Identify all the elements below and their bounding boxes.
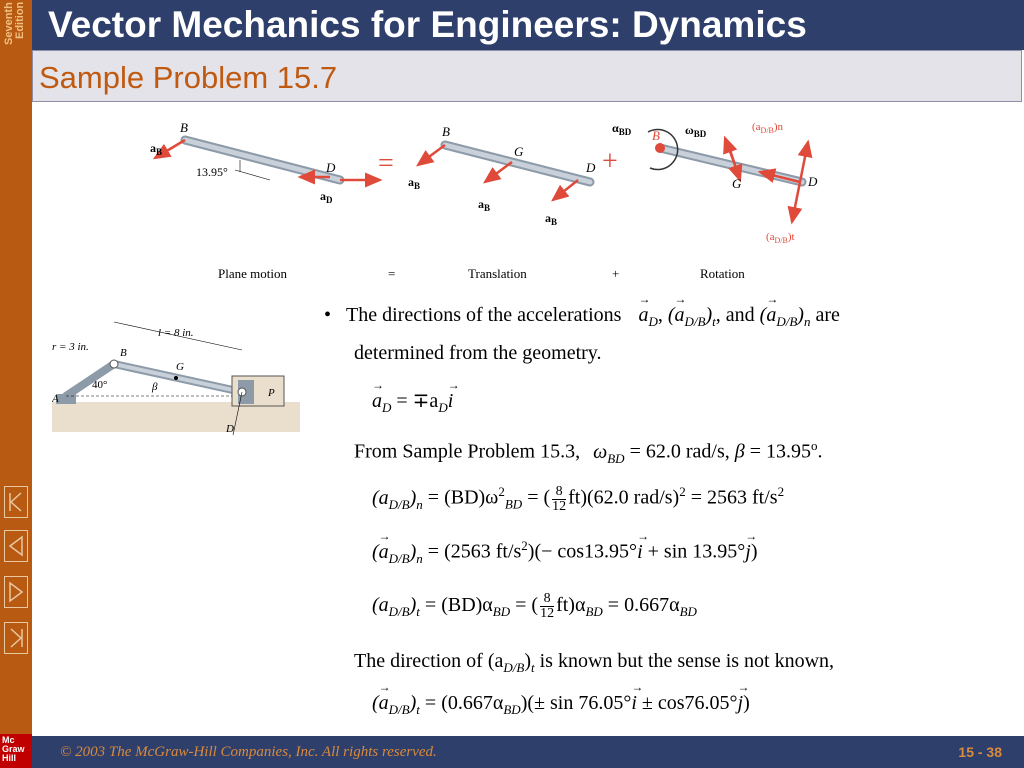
mech-A-label: A (52, 393, 59, 405)
intro-text: The directions of the accelerations (346, 304, 622, 326)
next-slide-button[interactable] (4, 576, 28, 608)
page-number: 15 - 38 (958, 744, 1002, 760)
rotation-label: Rotation (700, 266, 745, 281)
previous-slide-icon (5, 531, 27, 561)
equation-aDB-t-2: (→ $a_{D/B})_t = (0.667\alpha_{BD})(\pm \sin 76.05^\circ\to i \pm \cos 76.05^\circ\to j)$ (372, 692, 750, 718)
label-G-2: G (514, 144, 524, 159)
bullet-line: • The directions of the accelerations → $a_D$, (→ $a_{D/B})_t$, and (→ $a_{D/B})_n$ are (324, 304, 840, 330)
label-D-1: D (326, 160, 336, 175)
label-G-3: G (732, 176, 742, 191)
label-B-2: B (442, 124, 450, 139)
label-aB-2c: $a_B$ (545, 211, 558, 227)
label-aB-1: $a_B$ (150, 141, 163, 157)
mech-r-label: r = 3 in. (52, 341, 89, 353)
translation-label: Translation (468, 266, 527, 281)
equation-aDB-n-2: (→ $a_{D/B})_n = (2563$ $ft/s^2)(- \cos 13.95^\circ\to i + \sin 13.95^\circ\to j)$ (372, 538, 757, 567)
equals-label: = (388, 266, 396, 281)
and-text: , and (715, 304, 755, 326)
label-alpha: $\alpha_{BD}$ (612, 121, 632, 137)
first-slide-button[interactable] (4, 486, 28, 518)
label-B-3: B (652, 128, 660, 143)
label-omega: $\omega_{BD}$ (685, 123, 707, 139)
previous-slide-button[interactable] (4, 530, 28, 562)
slide-title: Sample Problem 15.7 (39, 60, 338, 95)
label-aB-2a: $a_B$ (408, 175, 421, 191)
mechanism-figure (52, 300, 300, 435)
are-text: are (815, 304, 840, 326)
mech-P-label: P (268, 387, 275, 399)
label-D-3: D (808, 174, 818, 189)
equals-sign: = (378, 148, 394, 179)
determined-text: determined from the geometry. (354, 342, 602, 364)
sidebar (0, 0, 32, 768)
last-slide-icon (5, 623, 27, 653)
equation-aDB-t-1: $(a_{D/B})_t = (BD)\alpha_{BD}$ = ( $\frac{8}{12}$ $ft)\alpha_{BD} = 0.667\alpha_{BD}$ (372, 591, 697, 621)
slide-title-bar (32, 50, 1022, 102)
aDB-n-term: (→ $a_{D/B})_n$ (760, 304, 811, 326)
label-B-1: B (180, 120, 188, 135)
first-slide-icon (5, 487, 27, 517)
from-sample-line: From Sample Problem 15.3, $\omega_{BD} = 62.0$ rad/s, $\beta = 13.95^o$. (354, 438, 823, 466)
plus-sign: + (602, 146, 618, 177)
translation-bar (408, 124, 596, 281)
mech-G-label: G (176, 361, 184, 373)
rotation-bar (612, 121, 818, 281)
label-aD-1: $a_D$ (320, 189, 333, 205)
course-title: Vector Mechanics for Engineers: Dynamics (48, 4, 807, 45)
edition-label: Seventh Edition (3, 2, 26, 45)
angle-label: 13.95° (196, 165, 228, 179)
next-slide-icon (5, 577, 27, 607)
mech-B-label: B (120, 347, 127, 359)
label-aDB-n: $(a_{D/B})n$ (752, 121, 784, 135)
equation-aDB-n-1: $(a_{D/B})_n = (BD)\omega^2_{BD}$ = ( $\frac{8}{12}$ ft)(62.0 rad/s)$^2$ = 2563 $ft/s^2$ (372, 483, 785, 514)
label-D-2: D (586, 160, 596, 175)
label-aDB-t: $(a_{D/B})t$ (766, 231, 795, 245)
plus-label: + (612, 266, 620, 281)
header-bar (32, 0, 1024, 50)
last-slide-button[interactable] (4, 622, 28, 654)
mech-D-label: D (226, 423, 234, 435)
aDB-t-term: (→ $a_{D/B})_t$ (668, 304, 716, 326)
plane-motion-label: Plane motion (218, 266, 287, 281)
footer-bar (32, 736, 1024, 768)
plane-motion-bar (150, 120, 380, 281)
equation-aD: → $a_D = \mp a_D\to i$ (372, 388, 453, 416)
mech-beta-label: β (152, 381, 158, 393)
mech-l-label: l = 8 in. (158, 327, 194, 339)
copyright-text: © 2003 The McGraw-Hill Companies, Inc. All rights reserved. (60, 744, 437, 760)
bullet: • (324, 304, 332, 326)
aD-term: → $a_D$ (638, 304, 657, 326)
direction-text: The direction of $(a_{D/B})_t$ is known but the sense is not known, (354, 650, 835, 675)
plane-motion-figure (140, 110, 840, 290)
publisher-logo: Mc Graw Hill (0, 734, 32, 768)
mech-angle-label: 40° (92, 379, 108, 391)
label-aB-2b: $a_B$ (478, 197, 491, 213)
